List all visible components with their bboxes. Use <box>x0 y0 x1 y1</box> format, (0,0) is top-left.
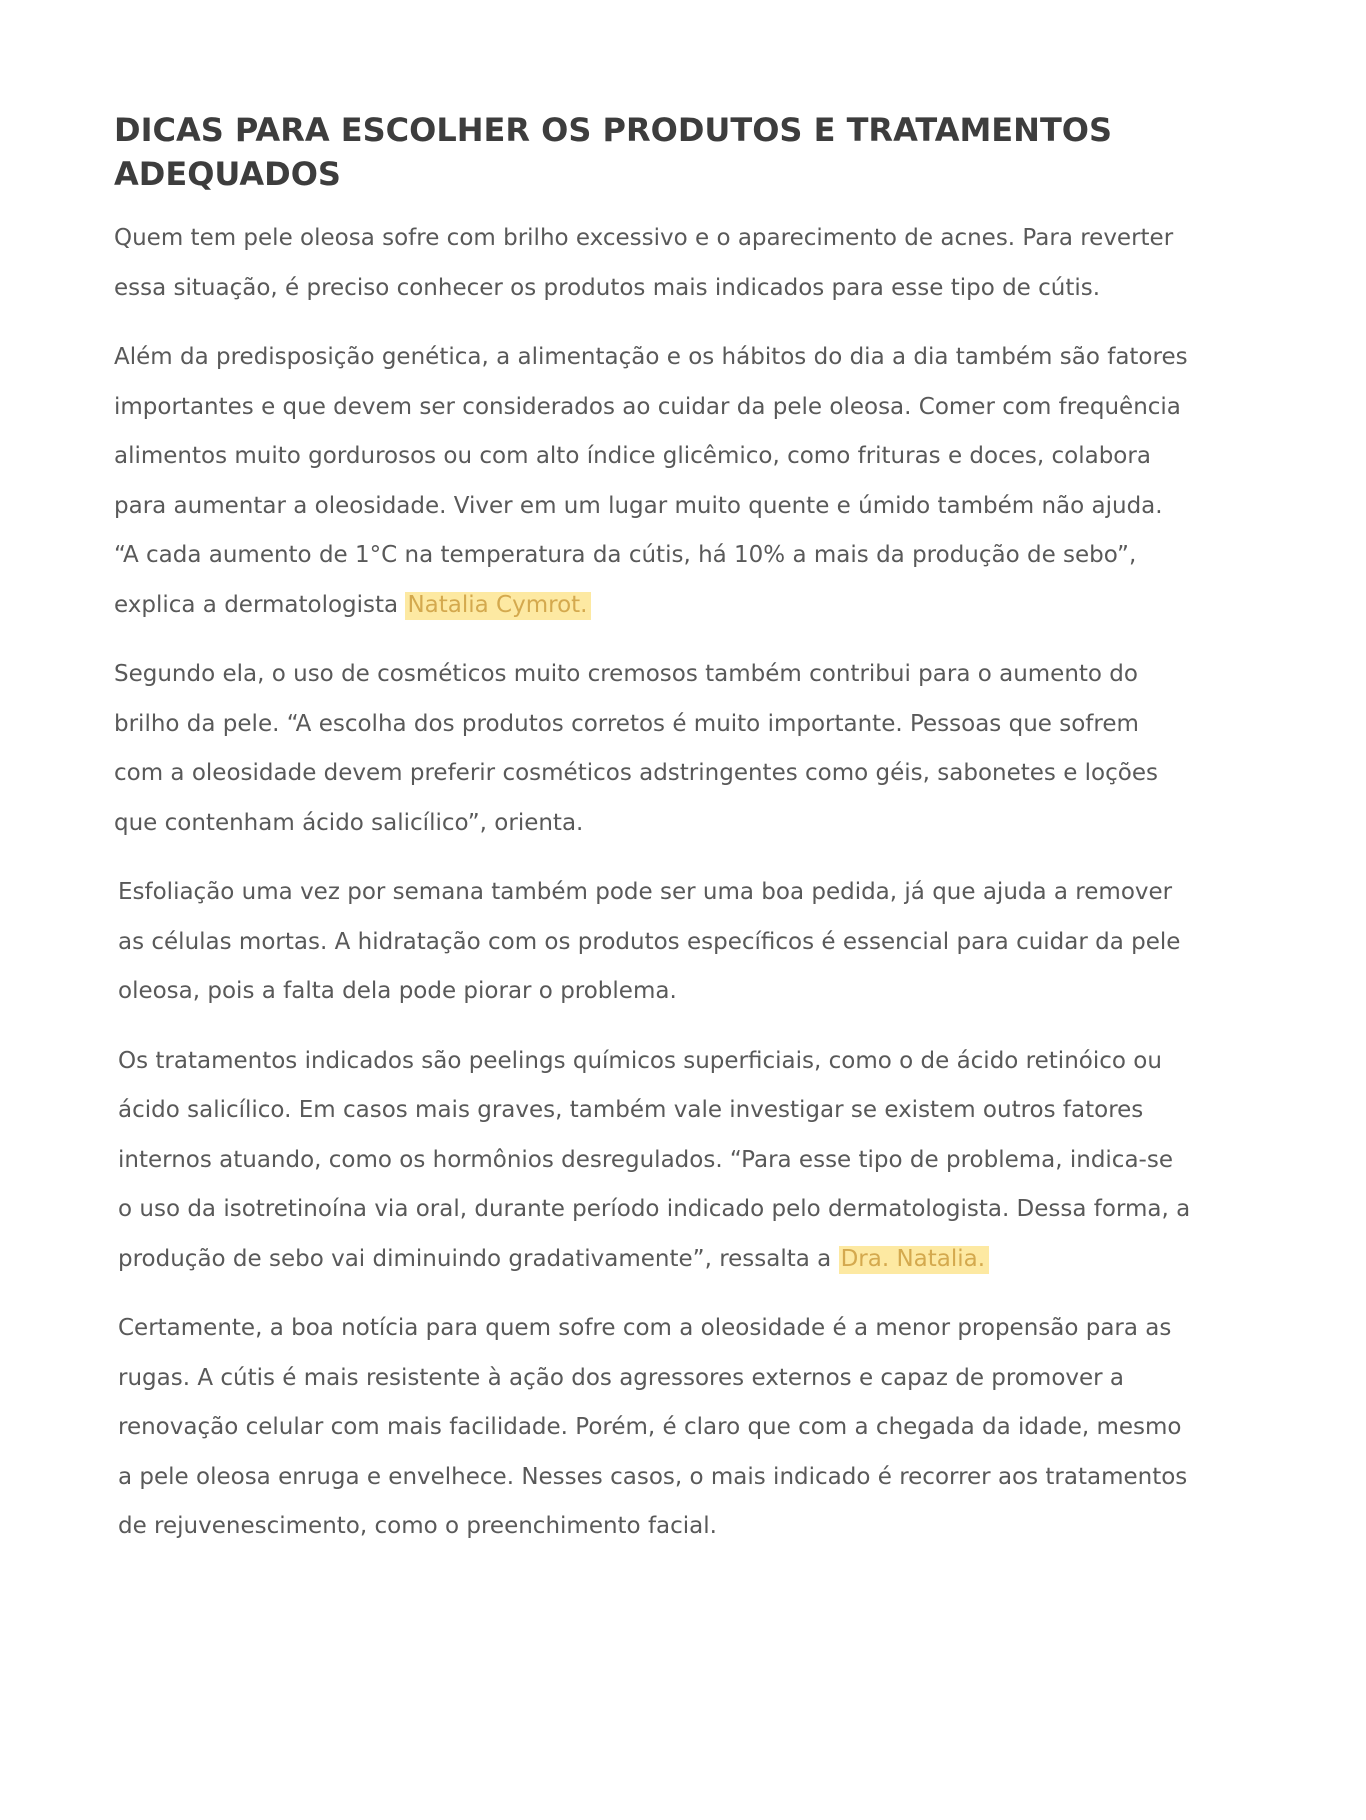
paragraph-5-text: Os tratamentos indicados são peelings químicos superficiais, como o de ácido retinóico ou ácido salicílico. Em casos mais graves, também vale investigar se existem outros fatores internos atuando, como os hormônios desregulados. “Para esse tipo de problema, indica-se o uso da isotretinoína via oral, durante período indicado pelo dermatologista. Dessa forma, a produção de sebo vai diminuindo gradativamente”, ressalta a <box>118 1047 1191 1272</box>
highlight-dra-natalia: Dra. Natalia. <box>839 1246 989 1274</box>
paragraph-3: Segundo ela, o uso de cosméticos muito cremosos também contribui para o aumento do brilho da pele. “A escolha dos produtos corretos é muito importante. Pessoas que sofrem com a oleosidade devem preferir cosméticos adstringentes como géis, sabonetes e loções que contenham ácido salicílico”, orienta. <box>114 661 1158 836</box>
paragraph-6: Certamente, a boa notícia para quem sofre com a oleosidade é a menor propensão para as rugas. A cútis é mais resistente à ação dos agressores externos e capaz de promover a renovação celular com mais facilidade. Porém, é claro que com a chegada da idade, mesmo a pele oleosa enruga e envelhece. Nesses casos, o mais indicado é recorrer aos tratamentos de rejuvenescimento, como o preenchimento facial. <box>118 1315 1188 1539</box>
article-title: DICAS PARA ESCOLHER OS PRODUTOS E TRATAMENTOS ADEQUADOS <box>114 111 1113 193</box>
article <box>114 108 1194 1572</box>
paragraph-5 <box>114 1037 1194 1285</box>
paragraph-4: Esfoliação uma vez por semana também pode ser uma boa pedida, já que ajuda a remover as células mortas. A hidratação com os produtos específicos é essencial para cuidar da pele oleosa, pois a falta dela pode piorar o problema. <box>118 879 1181 1004</box>
highlight-natalia-cymrot: Natalia Cymrot. <box>405 592 591 620</box>
paragraph-2 <box>114 333 1194 630</box>
paragraph-2-text: Além da predisposição genética, a alimentação e os hábitos do dia a dia também são fatores importantes e que devem ser considerados ao cuidar da pele oleosa. Comer com frequência alimentos muito gordurosos ou com alto índice glicêmico, como frituras e doces, colabora para aumentar a oleosidade. Viver em um lugar muito quente e úmido também não ajuda. “A cada aumento de 1°C na temperatura da cútis, há 10% a mais da produção de sebo”, explica a dermatologista <box>114 344 1188 618</box>
paragraph-1: Quem tem pele oleosa sofre com brilho excessivo e o aparecimento de acnes. Para reverter essa situação, é preciso conhecer os produtos mais indicados para esse tipo de cútis. <box>114 225 1174 301</box>
